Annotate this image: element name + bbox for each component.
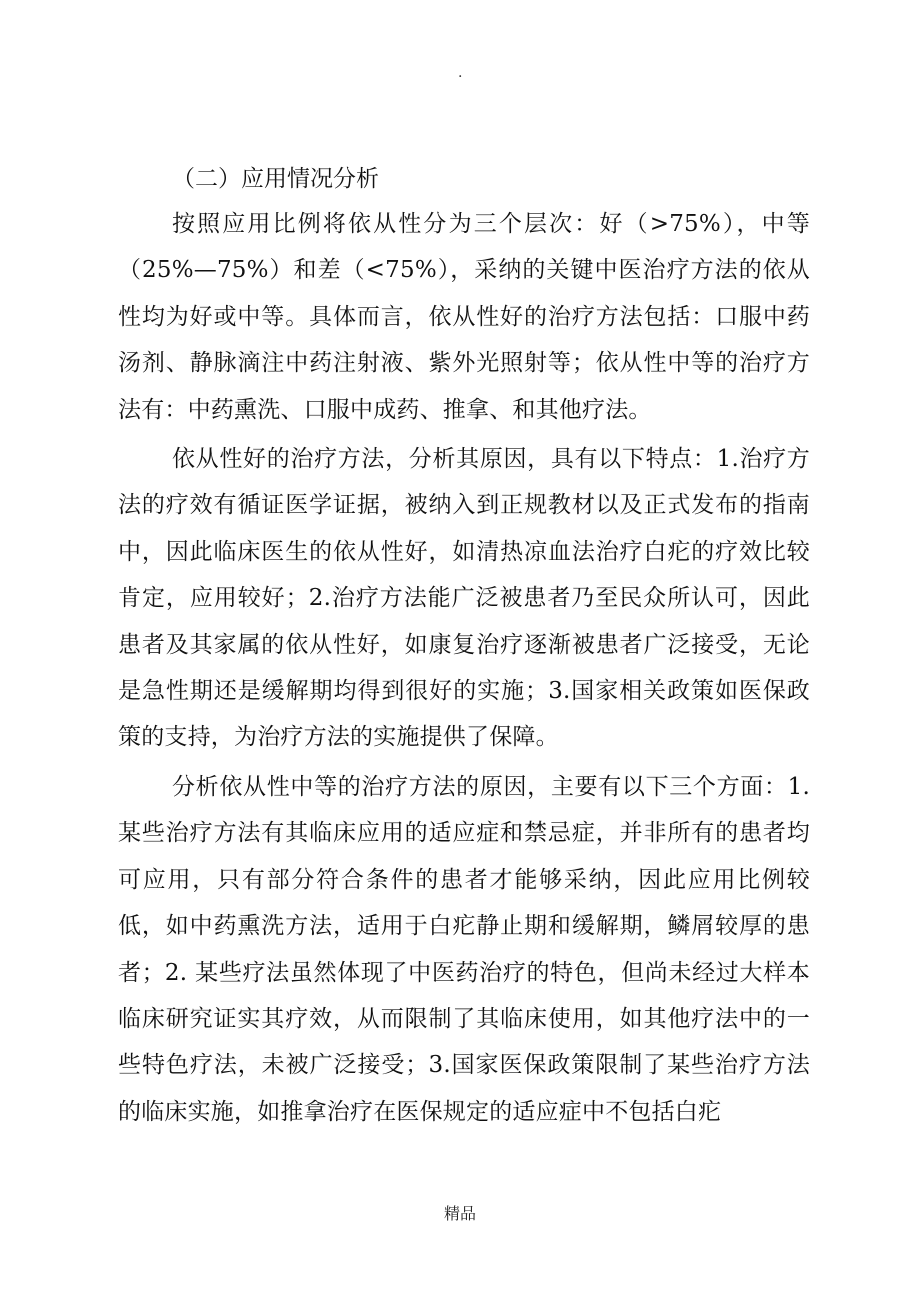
page-footer-label: 精品 <box>443 1204 476 1223</box>
section-heading: （二）应用情况分析 <box>172 166 379 192</box>
document-body <box>118 157 810 1138</box>
paragraph-compliance-levels: 按照应用比例将依从性分为三个层次：好（>75%），中等（25%—75%）和差（<75%），采纳的关键中医治疗方法的依从性均为好或中等。具体而言，依从性好的治疗方法包括：口服中药汤剂、静脉滴注中药注射液、紫外光照射等；依从性中等的治疗方法有：中药熏洗、口服中成药、推拿、和其他疗法。 <box>118 211 810 423</box>
paragraph-good-compliance-reasons: 依从性好的治疗方法，分析其原因，具有以下特点：1.治疗方法的疗效有循证医学证据，被纳入到正规教材以及正式发布的指南中，因此临床医生的依从性好，如清热凉血法治疗白疕的疗效比较肯定，应用较好；2.治疗方法能广泛被患者乃至民众所认可，因此患者及其家属的依从性好，如康复治疗逐渐被患者广泛接受，无论是急性期还是缓解期均得到很好的实施；3.国家相关政策如医保政策的支持，为治疗方法的实施提供了保障。 <box>118 446 810 751</box>
header-mark: . <box>458 65 463 81</box>
paragraph-medium-compliance-reasons: 分析依从性中等的治疗方法的原因，主要有以下三个方面：1.某些治疗方法有其临床应用的适应症和禁忌症，并非所有的患者均可应用，只有部分符合条件的患者才能够采纳，因此应用比例较低，如中药熏洗方法，适用于白疕静止期和缓解期，鳞屑较厚的患者；2. 某些疗法虽然体现了中医药治疗的特色，但尚未经过大样本临床研究证实其疗效，从而限制了其临床使用，如其他疗法中的一些特色疗法，未被广泛接受；3.国家医保政策限制了某些治疗方法的临床实施，如推拿治疗在医保规定的适应症中不包括白疕 <box>118 773 810 1125</box>
